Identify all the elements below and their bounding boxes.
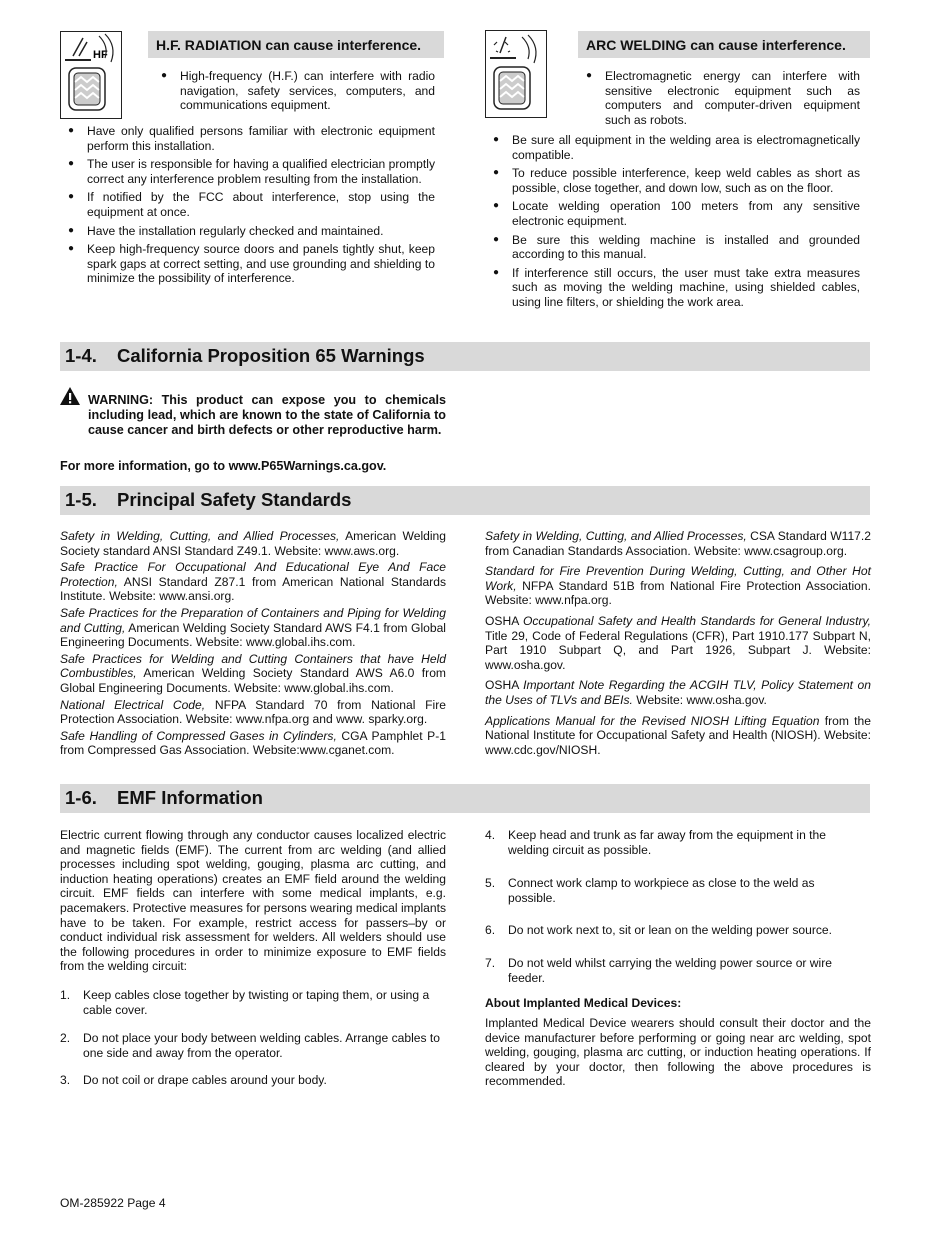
emf-step-4: 4. Keep head and trunk as far away from the equipment in the welding circuit as possible.: [485, 828, 826, 857]
hf-bullet-list: [68, 124, 435, 290]
standard-entry: Safety in Welding, Cutting, and Allied Processes, CSA Standard W117.2 from Canadian Standards Association. Website: www.csagroup.org.: [485, 529, 871, 558]
arc-bullet: ● Be sure this welding machine is installed and grounded according to this manual.: [493, 233, 860, 262]
standards-left-column: [60, 529, 446, 760]
emf-step-3: 3. Do not coil or drape cables around your body.: [60, 1073, 327, 1087]
section-header-emf: [60, 784, 870, 813]
hf-bullet: ● Keep high-frequency source doors and panels tightly shut, keep spark gaps at correct setting, and use grounding and shielding to minimize the possibility of interference.: [68, 242, 435, 286]
emf-step-5: 5. Connect work clamp to workpiece as close to the weld as possible.: [485, 876, 815, 905]
arc-bullet: ● Locate welding operation 100 meters from any sensitive electronic equipment.: [493, 199, 860, 228]
standard-entry: Safe Handling of Compressed Gases in Cylinders, CGA Pamphlet P-1 from Compressed Gas Association. Website:www.cganet.com.: [60, 728, 446, 758]
arc-bullet: ● Be sure all equipment in the welding area is electromagnetically compatible.: [493, 133, 860, 162]
section-title: Principal Safety Standards: [117, 489, 352, 510]
arc-welding-icon: [485, 30, 547, 118]
arc-welding-title: ARC WELDING can cause interference.: [586, 37, 846, 53]
standard-entry: Safe Practices for the Preparation of Containers and Piping for Welding and Cutting, American Welding Society Standard AWS F4.1 from Global Engineering Documents. Website: www.global.ihs.com.: [60, 605, 446, 650]
hf-radiation-header: [148, 31, 444, 58]
arc-intro-item: ● Electromagnetic energy can interfere with sensitive electronic equipment such as computers and computer-driven equipment such as robots.: [586, 69, 860, 127]
emf-step-2: 2. Do not place your body between welding cables. Arrange cables to one side and away from the operator.: [60, 1031, 440, 1060]
prop65-warning-text: WARNING: This product can expose you to chemicals including lead, which are known to the state of California to cause cancer and birth defects or other reproductive harm.: [88, 393, 446, 437]
section-title: California Proposition 65 Warnings: [117, 345, 425, 366]
section-header-prop65: [60, 342, 870, 371]
standard-entry: Safe Practice For Occupational And Educational Eye And Face Protection, ANSI Standard Z87.1 from American National Standards Institute. Website: www.ansi.org.: [60, 560, 446, 604]
standard-entry: OSHA Occupational Safety and Health Standards for General Industry, Title 29, Code of Federal Regulations (CFR), Part 1910.177 Subpart N, Part 1910 Subpart Q, and Part 1926, Subpart J. Website: www.osha.gov.: [485, 613, 871, 672]
section-title: EMF Information: [117, 787, 263, 808]
arc-bullet: ● To reduce possible interference, keep weld cables as short as possible, close together, and down low, such as on the floor.: [493, 166, 860, 195]
hf-radiation-title: H.F. RADIATION can cause interference.: [156, 37, 422, 53]
implant-heading: About Implanted Medical Devices:: [485, 996, 682, 1010]
standard-entry: National Electrical Code, NFPA Standard 70 from National Fire Protection Association. Website: www.nfpa.org and www. sparky.org.: [60, 697, 446, 727]
emf-step-6: 6. Do not work next to, sit or lean on the welding power source.: [485, 923, 833, 937]
standards-right-column: [485, 529, 871, 763]
hf-icon-label: HF: [93, 49, 108, 61]
hf-bullet: ● Have the installation regularly checked and maintained.: [68, 224, 435, 239]
hf-bullet: ● If notified by the FCC about interference, stop using the equipment at once.: [68, 190, 435, 219]
standard-entry: OSHA Important Note Regarding the ACGIH TLV, Policy Statement on the Uses of TLVs and BEIs. Website: www.osha.gov.: [485, 678, 871, 707]
section-number: 1-5.: [65, 489, 97, 510]
hf-radiation-icon: [60, 31, 122, 119]
arc-welding-header: [578, 31, 870, 58]
standard-entry: Safety in Welding, Cutting, and Allied Processes, American Welding Society standard ANSI Standard Z49.1. Website: www.aws.org.: [60, 529, 447, 558]
arc-intro-list: [586, 69, 860, 131]
hf-intro-item: ● High-frequency (H.F.) can interfere with radio navigation, safety services, computers, and communications equipment.: [161, 69, 435, 113]
page-footer: OM-285922 Page 4: [60, 1196, 166, 1210]
hf-bullet: ● The user is responsible for having a qualified electrician promptly correct any interference problem resulting from the installation.: [68, 157, 435, 186]
arc-bullet-list: [493, 133, 860, 314]
emf-intro: Electric current flowing through any conductor causes localized electric and magnetic fields (EMF). The current from arc welding (and allied processes including spot welding, gouging, plasma arc cutting, and induction heating operations) creates an EMF field around the welding circuit. EMF fields can interfere with some medical implants, e.g. pacemakers. Protective measures for persons wearing medical implants have to be taken. For example, restrict access for passers–by or conduct individual risk assessment for welders. All welders should use the following procedures in order to minimize exposure to EMF fields from the welding circuit:: [60, 828, 446, 974]
standard-entry: Applications Manual for the Revised NIOSH Lifting Equation from the National Institute for Occupational Safety and Health (NIOSH). Website: www.cdc.gov/NIOSH.: [485, 713, 871, 757]
standard-entry: Standard for Fire Prevention During Welding, Cutting, and Other Hot Work, NFPA Standard 51B from National Fire Protection Association. Website: www.nfpa.org.: [485, 564, 871, 608]
emf-step-7: 7. Do not weld whilst carrying the welding power source or wire feeder.: [485, 956, 832, 985]
section-number: 1-6.: [65, 787, 97, 808]
hf-bullet: ● Have only qualified persons familiar with electronic equipment perform this installation.: [68, 124, 435, 153]
section-number: 1-4.: [65, 345, 97, 366]
prop65-more-info: For more information, go to www.P65Warnings.ca.gov.: [60, 459, 387, 473]
implant-text: Implanted Medical Device wearers should consult their doctor and the device manufacturer before performing or going near arc welding, spot welding, gouging, plasma arc cutting, or induction heating operations. If cleared by your doctor, then following the above procedures is recommended.: [485, 1016, 871, 1089]
arc-bullet: ● If interference still occurs, the user must take extra measures such as moving the welding machine, using shielded cables, using line filters, or shielding the work area.: [493, 266, 860, 310]
section-header-standards: [60, 486, 870, 515]
standard-entry: Safe Practices for Welding and Cutting Containers that have Held Combustibles, American Welding Society Standard AWS A6.0 from Global Engineering Documents. Website: www.global.ihs.com.: [60, 651, 446, 695]
warning-icon: [59, 386, 81, 406]
emf-step-1: 1. Keep cables close together by twisting or taping them, or using a cable cover.: [60, 988, 430, 1017]
hf-intro-list: [161, 69, 435, 117]
